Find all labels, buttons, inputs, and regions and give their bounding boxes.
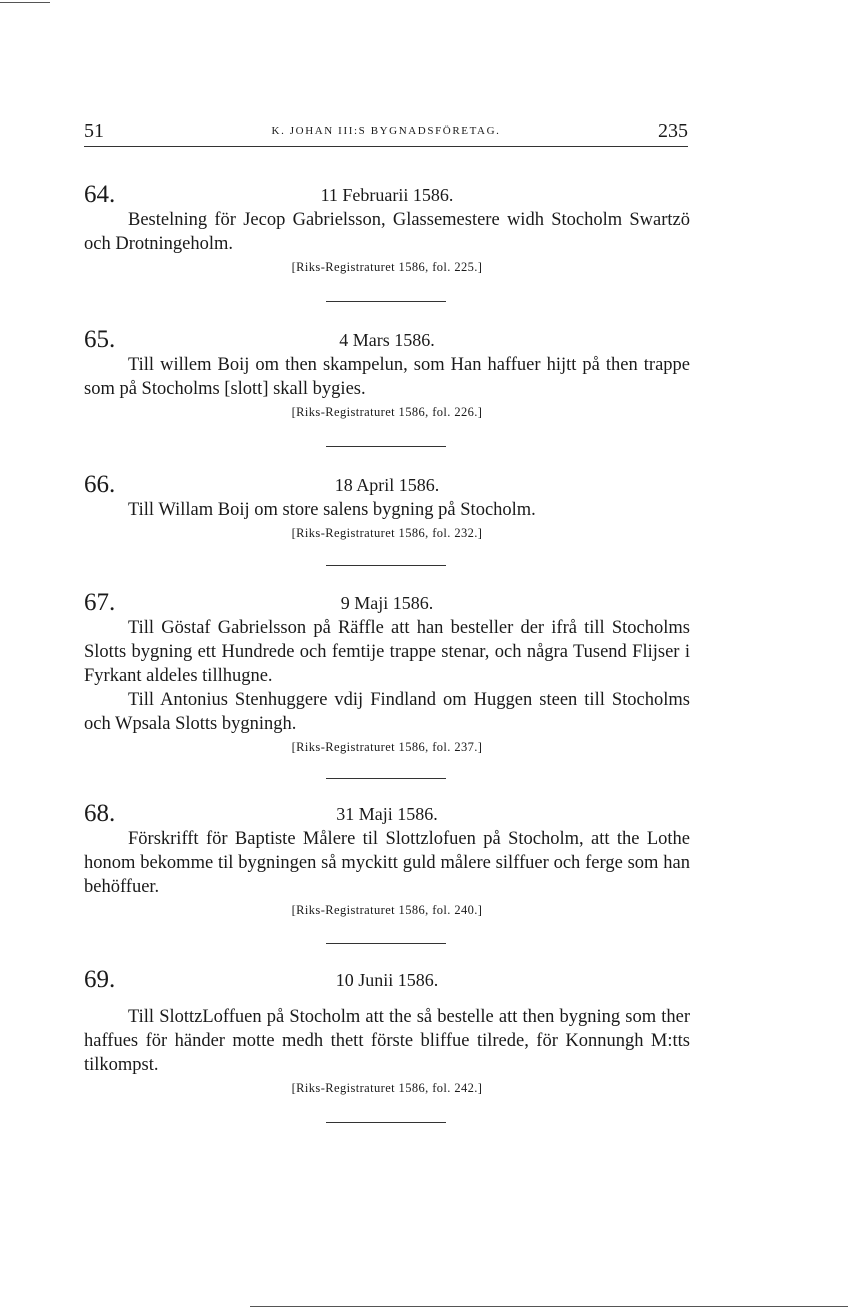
source-citation: [Riks-Registraturet 1586, fol. 225.] (291, 260, 483, 274)
entry-date: 11 Februarii 1586. (320, 185, 454, 205)
entry-number: 64. (84, 181, 116, 208)
source-citation: [Riks-Registraturet 1586, fol. 240.] (291, 903, 483, 917)
entry-paragraph: Till Antonius Stenhuggere vdij Findland om Huggen steen till Stocholms och Wpsala Slotts bygningh. (84, 690, 690, 734)
section-divider (326, 1122, 446, 1123)
section-divider (326, 778, 446, 779)
entry-number: 66. (84, 471, 116, 498)
page-header (84, 120, 688, 147)
entry-body (84, 208, 690, 277)
entry-date: 18 April 1586. (334, 475, 440, 495)
entry-date: 4 Mars 1586. (339, 330, 435, 350)
entry-paragraph: Till Willam Boij om store salens bygning på Stocholm. (128, 500, 536, 520)
entry-body (84, 498, 690, 543)
scan-edge-line (0, 2, 50, 3)
entry-date: 9 Maji 1586. (340, 593, 434, 613)
section-divider (326, 446, 446, 447)
page-number-right: 235 (658, 120, 688, 142)
section-divider (326, 301, 446, 302)
entry-paragraph: Till SlottzLoffuen på Stocholm att the så bestelle att then bygning som ther haffues för händer motte medh thett förste bliffue tilrede, för Konnungh M:tts tilkompst. (84, 1007, 690, 1075)
entry-paragraph: Till willem Boij om then skampelun, som Han haffuer hijtt på then trappe som på Stocholms [slott] skall bygies. (84, 355, 690, 399)
section-divider (326, 943, 446, 944)
source-citation: [Riks-Registraturet 1586, fol. 237.] (291, 740, 483, 754)
running-title: K. JOHAN III:S BYGNADSFÖRETAG. (271, 125, 501, 137)
page-number-left: 51 (84, 120, 104, 142)
entry-paragraph: Förskrifft för Baptiste Målere til Slottzlofuen på Stocholm, att the Lothe honom bekomme til bygningen så myckitt guld målere silffuer och ferge som han behöffuer. (84, 829, 690, 897)
entry-number: 65. (84, 326, 116, 353)
entry-body (84, 827, 690, 920)
entry-body (84, 1005, 690, 1098)
source-citation: [Riks-Registraturet 1586, fol. 232.] (291, 526, 483, 540)
entry-number: 67. (84, 589, 116, 616)
entry-paragraph: Till Göstaf Gabrielsson på Räffle att han besteller der ifrå till Stocholms Slotts bygning ett Hundrede och femtije trappe stenar, och några Tusend Flijser i Fyrkant aldeles tillhugne. (84, 618, 690, 686)
source-citation: [Riks-Registraturet 1586, fol. 242.] (291, 1081, 483, 1095)
entry-body (84, 616, 690, 757)
scan-edge-line (250, 1306, 848, 1307)
entry-paragraph: Bestelning för Jecop Gabrielsson, Glassemestere widh Stocholm Swartzö och Drotningeholm. (84, 210, 690, 254)
source-citation: [Riks-Registraturet 1586, fol. 226.] (291, 405, 483, 419)
entry-number: 69. (84, 966, 116, 993)
section-divider (326, 565, 446, 566)
entry-number: 68. (84, 800, 116, 827)
entry-date: 10 Junii 1586. (335, 970, 439, 990)
entry-date: 31 Maji 1586. (336, 804, 438, 824)
entry-body (84, 353, 690, 422)
